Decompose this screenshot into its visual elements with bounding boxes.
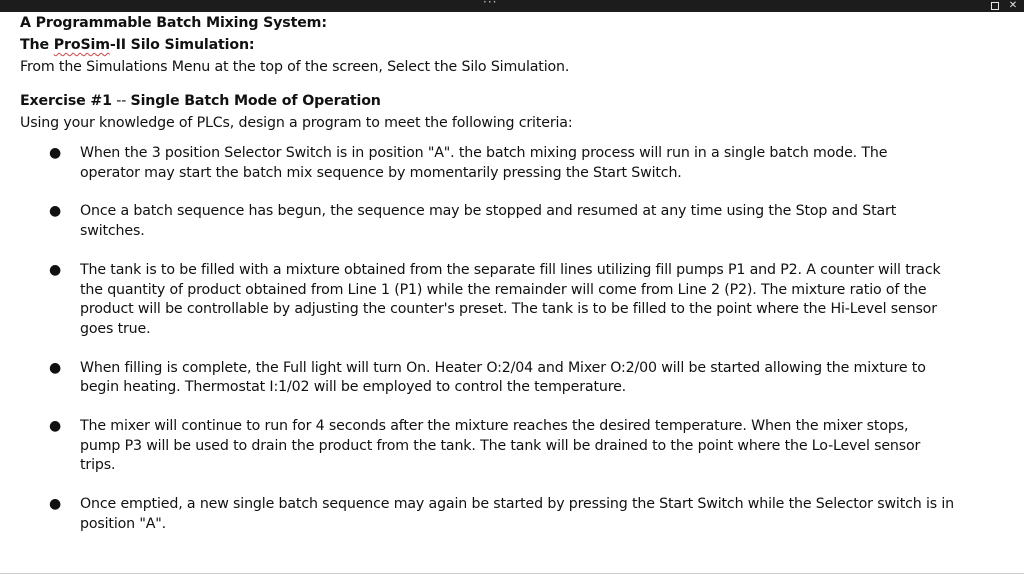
criteria-item: ● The mixer will continue to run for 4 seconds after the mixture reaches the desired temperature. When the mixer stops, pump P3 will be used to drain the product from the tank. The tank will be drained to the point where the Lo-Level sensor trips. xyxy=(49,418,921,474)
bullet-icon: ● xyxy=(49,203,62,220)
bullet-icon: ● xyxy=(49,496,62,513)
bullet-icon: ● xyxy=(49,261,62,278)
exercise-heading: Exercise #1 -- Single Batch Mode of Operation xyxy=(20,93,381,109)
bottom-divider xyxy=(0,573,1024,574)
exercise-description: Using your knowledge of PLCs, design a program to meet the following criteria: xyxy=(20,115,573,131)
window-titlebar xyxy=(0,0,1024,12)
more-options-icon[interactable]: ··· xyxy=(483,0,498,9)
criteria-item: ● Once emptied, a new single batch sequence may again be started by pressing the Start Switch while the Selector switch is in position "A". xyxy=(49,496,954,532)
restore-icon xyxy=(991,2,999,10)
close-button[interactable]: ✕ xyxy=(1008,0,1018,11)
criteria-item: ● When the 3 position Selector Switch is in position "A". the batch mixing process will run in a single batch mode. The operator may start the batch mix sequence by momentarily pressing the Start Switch. xyxy=(49,145,888,181)
criteria-item: ● When filling is complete, the Full light will turn On. Heater O:2/04 and Mixer O:2/00 will be started allowing the mixture to begin heating. Thermostat I:1/02 will be employed to control the temperature. xyxy=(49,359,926,396)
heading-subtitle: The ProSim-II Silo Simulation: xyxy=(20,37,255,53)
document-body xyxy=(20,12,1010,535)
bullet-icon: ● xyxy=(49,359,62,376)
bullet-icon: ● xyxy=(49,145,62,161)
criteria-item: ● The tank is to be filled with a mixture obtained from the separate fill lines utilizing fill pumps P1 and P2. A counter will track the quantity of product obtained from Line 1 (P1) while the remainder will come from Line 2 (P2). The mixture ratio of the product will be controllable by adjusting the counter's preset. The tank is to be filled to the point where the Hi-Level sensor goes true. xyxy=(49,261,941,337)
intro-text: From the Simulations Menu at the top of the screen, Select the Silo Simulation. xyxy=(20,59,570,75)
bullet-icon: ● xyxy=(49,418,62,435)
heading-title: A Programmable Batch Mixing System: xyxy=(20,15,327,31)
spellcheck-word: ProSim xyxy=(53,37,110,53)
criteria-item: ● Once a batch sequence has begun, the sequence may be stopped and resumed at any time using the Stop and Start switches. xyxy=(49,203,897,240)
restore-button[interactable] xyxy=(986,0,1004,12)
criteria-list xyxy=(20,144,1010,535)
